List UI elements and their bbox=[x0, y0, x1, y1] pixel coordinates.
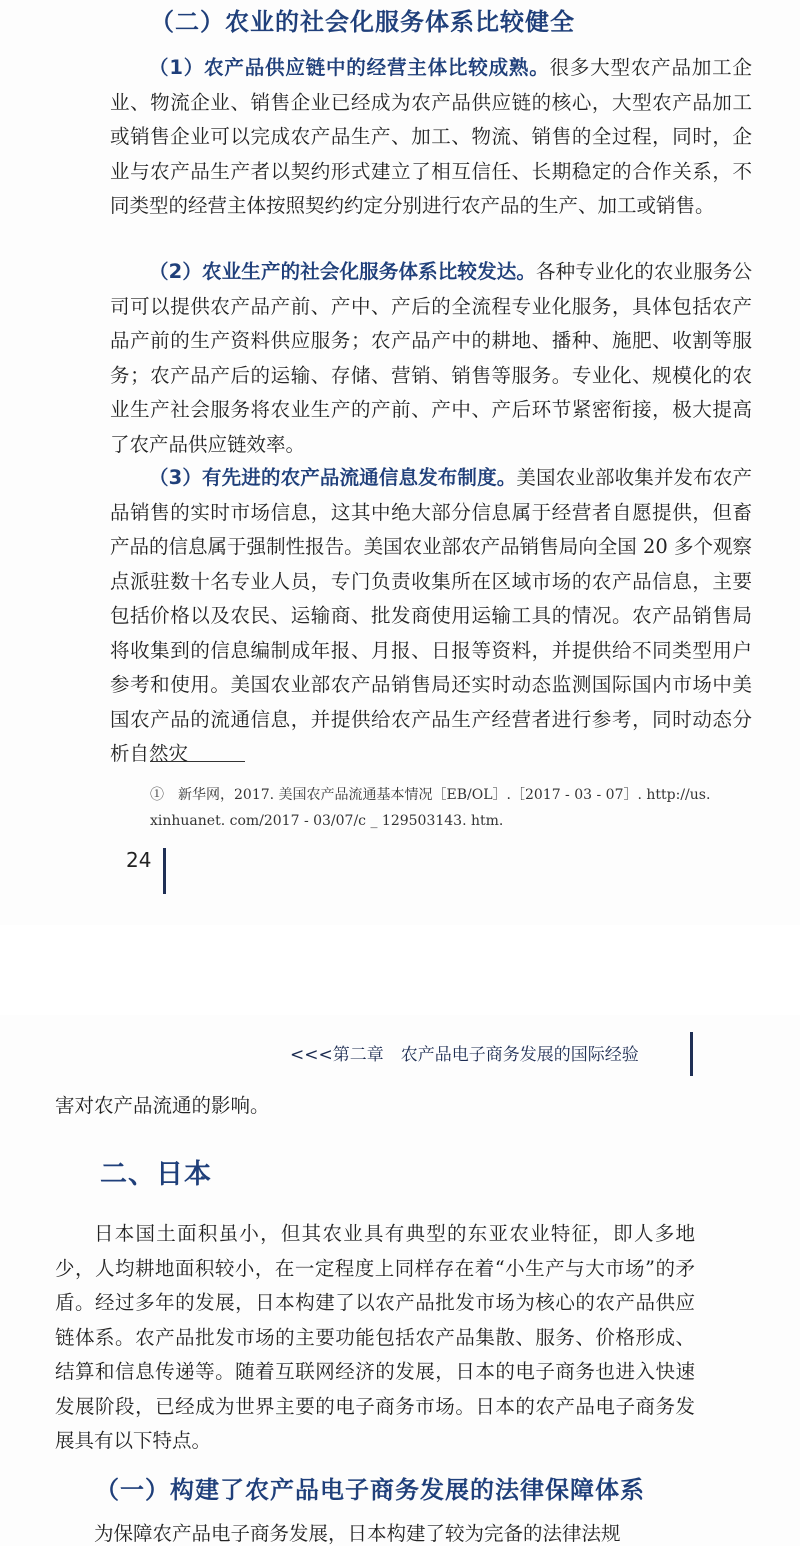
chapter-heading-japan: 二、日本 bbox=[100, 1159, 212, 1190]
paragraph-3-body: 美国农业部收集并发布农产品销售的实时市场信息，这其中绝大部分信息属于经营者自愿提供，但畜产品的信息属于强制性报告。美国农业部农产品销售局向全国 20 多个观察点派驻数十名专业人员，专门负责收集所在区域市场的农产品信息，主要包括价格以及农民、运输商、批发商使用运输工具的情况。农产品销售局将收集到的信息编制成年报、月报、日报等资料，并提供给不同类型用户参考和使用。美国农业部农产品销售局还实时动态监测国际国内市场中美国农产品的流通信息，并提供给农产品生产经营者进行参考，同时动态分析自然灾 bbox=[110, 466, 752, 765]
page-number-bar bbox=[163, 848, 166, 894]
section-heading-social-services: （二）农业的社会化服务体系比较健全 bbox=[150, 8, 575, 36]
section-heading-legal-system: （一）构建了农产品电子商务发展的法律保障体系 bbox=[95, 1476, 645, 1504]
paragraph-3 bbox=[110, 461, 752, 772]
final-text: 为保障农产品电子商务发展，日本构建了较为完备的法律法规 bbox=[94, 1522, 621, 1545]
page-gap bbox=[0, 925, 800, 1015]
paragraph-2 bbox=[110, 255, 752, 462]
japan-intro-paragraph: 日本国土面积虽小，但其农业具有典型的东亚农业特征，即人多地少，人均耕地面积较小，在一定程度上同样存在着“小生产与大市场”的矛盾。经过多年的发展，日本构建了以农产品批发市场为核心的农产品供应链体系。农产品批发市场的主要功能包括农产品集散、服务、价格形成、结算和信息传递等。随着互联网经济的发展，日本的电子商务也进入快速发展阶段，已经成为世界主要的电子商务市场。日本的农产品电子商务发展具有以下特点。 bbox=[55, 1222, 695, 1452]
footnote-divider bbox=[150, 761, 245, 762]
paragraph-3-lead: （3）有先进的农产品流通信息发布制度。 bbox=[149, 466, 517, 489]
paragraph-1-lead: （1）农产品供应链中的经营主体比较成熟。 bbox=[149, 56, 550, 79]
continued-text: 害对农产品流通的影响。 bbox=[55, 1094, 270, 1117]
paragraph-2-lead: （2）农业生产的社会化服务体系比较发达。 bbox=[149, 260, 537, 283]
paragraph-1-body: 很多大型农产品加工企业、物流企业、销售企业已经成为农产品供应链的核心，大型农产品加工或销售企业可以完成农产品生产、加工、物流、销售的全过程，同时，企业与农产品生产者以契约形式建立了相互信任、长期稳定的合作关系，不同类型的经营主体按照契约约定分别进行农产品的生产、加工或销售。 bbox=[110, 56, 752, 217]
footnote: ① 新华网，2017. 美国农产品流通基本情况［EB/OL］.［2017 - 03 - 07］. http://us. xinhuanet. com/2017 - 03/07/c _ 129503143. htm. bbox=[150, 787, 711, 829]
running-head-bar bbox=[690, 1032, 693, 1076]
running-head: <<<第二章 农产品电子商务发展的国际经验 bbox=[290, 1045, 639, 1065]
paragraph-2-body: 各种专业化的农业服务公司可以提供农产品产前、产中、产后的全流程专业化服务，具体包括农产品产前的生产资料供应服务；农产品产中的耕地、播种、施肥、收割等服务；农产品产后的运输、存储、营销、销售等服务。专业化、规模化的农业生产社会服务将农业生产的产前、产中、产后环节紧密衔接，极大提高了农产品供应链效率。 bbox=[110, 260, 752, 456]
page-number: 24 bbox=[126, 848, 152, 872]
paragraph-1 bbox=[110, 51, 752, 224]
